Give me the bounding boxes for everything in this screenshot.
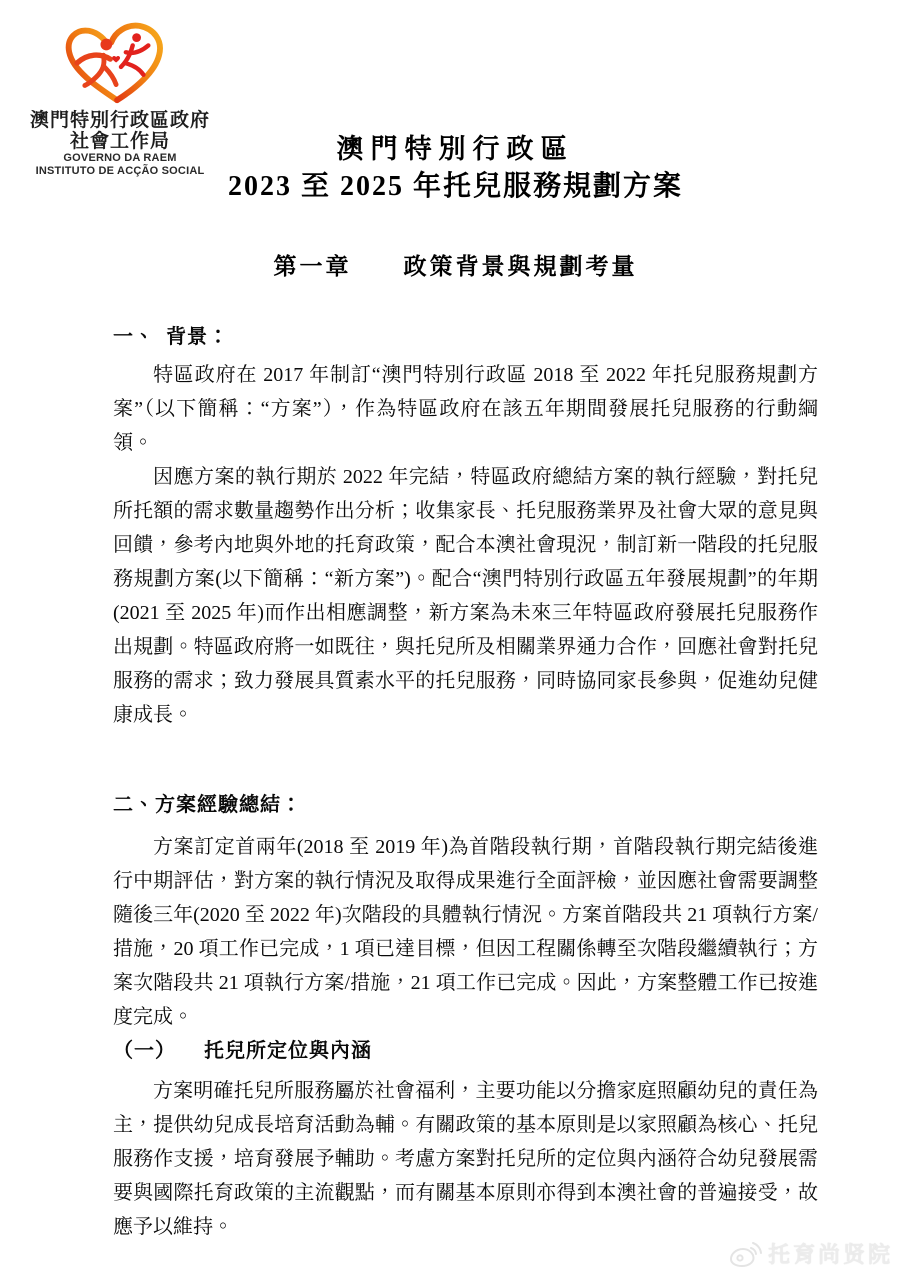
section-background-heading — [113, 320, 818, 354]
paragraph: 方案明確托兒所服務屬於社會福利，主要功能以分擔家庭照顧幼兒的責任為主，提供幼兒成長培育活動為輔。有關政策的基本原則是以家照顧為核心、托兒服務作支援，培育發展予輔助。考慮方案對托兒所的定位與內涵符合幼兒發展需要與國際托育政策的主流觀點，而有關基本原則亦得到本澳社會的普遍接受，故應予以維持。 — [113, 1080, 818, 1238]
org-name-zh-line1: 澳門特別行政區政府 — [29, 110, 210, 131]
subsection-positioning-title: 托兒所定位與內涵 — [204, 1040, 372, 1062]
section-plan-summary-number: 二、 — [113, 794, 155, 816]
document-title — [0, 133, 911, 204]
org-name-pt-line2: INSTITUTO DE ACÇÃO SOCIAL — [35, 165, 205, 177]
document-body — [113, 320, 818, 1244]
section-plan-summary-heading — [113, 788, 818, 822]
watermark-label: 托育尚贤院 — [767, 1242, 893, 1267]
section-background-title: 背景： — [166, 326, 229, 348]
ias-heart-logo-icon — [61, 22, 179, 106]
section-plan-summary — [113, 788, 818, 1244]
paragraph: 方案訂定首兩年(2018 至 2019 年)為首階段執行期，首階段執行期完結後進行中期評估，對方案的執行情況及取得成果進行全面評檢，並因應社會需要調整隨後三年(2020 至 2022 年)次階段的具體執行情況。方案首階段共 21 項執行方案/措施，20 項工作已完成，1 項已達目標，但因工程關係轉至次階段繼續執行；方案次階段共 21 項執行方案/措施，21 項工作已完成。因此，方案整體工作已按進度完成。 — [113, 836, 818, 1028]
subsection-positioning — [113, 1034, 818, 1244]
paragraph: 因應方案的執行期於 2022 年完結，特區政府總結方案的執行經驗，對托兒所托額的需求數量趨勢作出分析；收集家長、托兒服務業界及社會大眾的意見與回饋，參考內地與外地的托育政策，配合本澳社會現況，制訂新一階段的托兒服務規劃方案(以下簡稱：“新方案”)。配合“澳門特別行政區五年發展規劃”的年期(2021 至 2025 年)而作出相應調整，新方案為未來三年特區政府發展托兒服務作出規劃。特區政府將一如既往，與托兒所及相關業界通力合作，回應社會對托兒服務的需求；致力發展具質素水平的托兒服務，同時協同家長參與，促進幼兒健康成長。 — [113, 466, 818, 726]
chapter-heading: 第一章 政策背景與規劃考量 — [273, 254, 638, 279]
document-title-line2: 2023 至 2025 年托兒服務規劃方案 — [227, 171, 683, 202]
subsection-positioning-number: （一） — [113, 1040, 176, 1062]
org-name-zh-line2: 社會工作局 — [69, 131, 170, 152]
section-background — [113, 320, 818, 732]
section-background-number: 一、 — [113, 326, 155, 348]
org-name-pt-line1: GOVERNO DA RAEM — [63, 152, 177, 164]
paragraph: 特區政府在 2017 年制訂“澳門特別行政區 2018 至 2022 年托兒服務規劃方案”（以下簡稱：“方案”），作為特區政府在該五年期間發展托兒服務的行動綱領。 — [113, 364, 818, 454]
subsection-positioning-heading — [113, 1034, 818, 1068]
section-plan-summary-title: 方案經驗總結： — [155, 794, 302, 816]
document-title-line1: 澳門特別行政區 — [336, 134, 575, 164]
